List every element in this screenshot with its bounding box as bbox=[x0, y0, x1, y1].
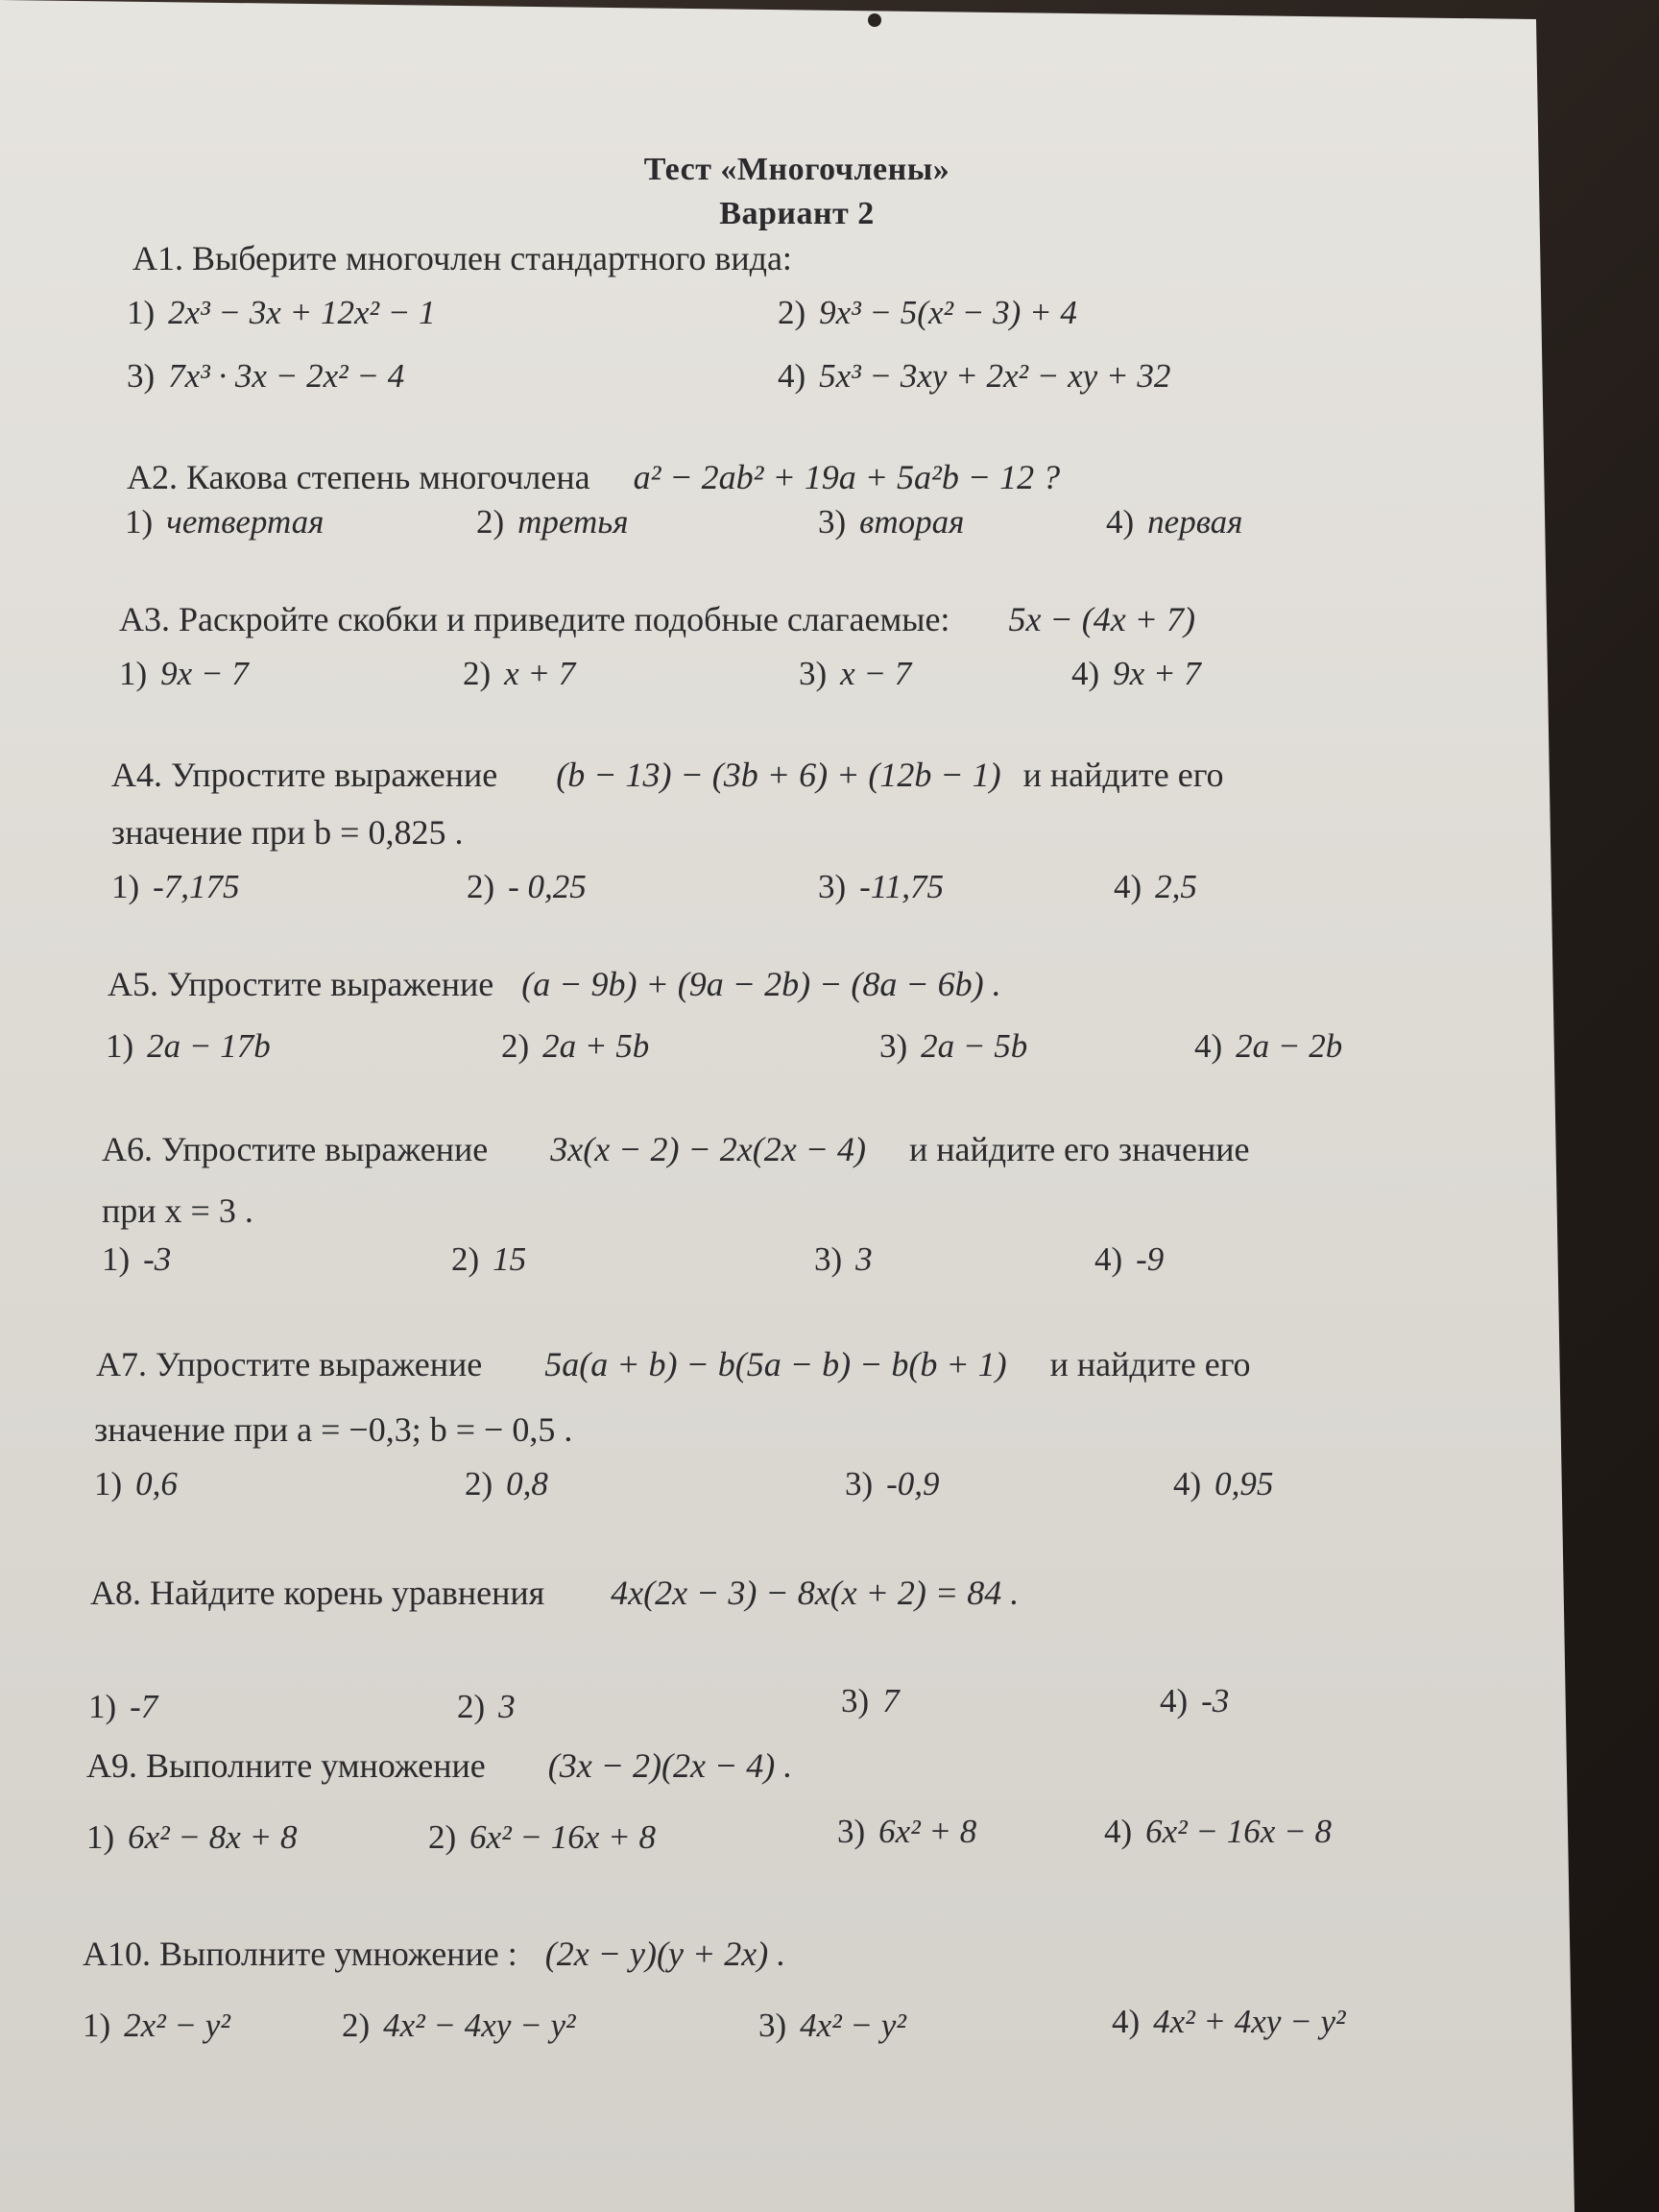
option-number: 1) bbox=[125, 503, 154, 541]
option-number: 3) bbox=[818, 868, 847, 905]
option-number: 2) bbox=[342, 2007, 371, 2044]
question-a3 bbox=[119, 599, 1195, 639]
option-number: 4) bbox=[1112, 2003, 1141, 2040]
option-a1-1 bbox=[127, 294, 436, 332]
question-expression: a² − 2ab² + 19a + 5a²b − 12 ? bbox=[633, 458, 1061, 496]
question-text: А7. Упростите выражение bbox=[96, 1345, 483, 1383]
option-number: 3) bbox=[845, 1465, 874, 1503]
option-value: 4x² − y² bbox=[800, 2007, 906, 2044]
option-value: -3 bbox=[143, 1240, 172, 1278]
option-value: третья bbox=[517, 503, 629, 541]
option-a1-3 bbox=[127, 357, 404, 396]
option-number: 2) bbox=[778, 294, 806, 331]
option-a9-2 bbox=[428, 1818, 656, 1857]
option-value: -0,9 bbox=[886, 1465, 940, 1503]
option-value: -11,75 bbox=[859, 868, 944, 905]
option-a10-1 bbox=[83, 2007, 230, 2045]
option-value: вторая bbox=[859, 503, 965, 541]
question-expression: 3x(x − 2) − 2x(2x − 4) bbox=[550, 1130, 866, 1168]
question-expression: (a − 9b) + (9a − 2b) − (8a − 6b) . bbox=[521, 965, 1001, 1003]
option-a5-4 bbox=[1194, 1027, 1342, 1066]
question-text: А3. Раскройте скобки и приведите подобные слагаемые: bbox=[119, 600, 950, 638]
question-a7 bbox=[96, 1344, 1251, 1384]
option-value: четвертая bbox=[166, 503, 325, 541]
option-number: 1) bbox=[83, 2007, 111, 2044]
option-a2-1 bbox=[125, 503, 324, 541]
option-value: 0,6 bbox=[135, 1465, 178, 1503]
option-value: x − 7 bbox=[840, 655, 912, 692]
option-value: 2a − 5b bbox=[921, 1027, 1028, 1065]
question-expression: (b − 13) − (3b + 6) + (12b − 1) bbox=[556, 756, 1001, 794]
option-value: 3 bbox=[855, 1240, 873, 1278]
option-a6-2 bbox=[451, 1240, 526, 1279]
question-a4 bbox=[111, 755, 1224, 795]
option-a2-2 bbox=[476, 503, 628, 541]
question-a5 bbox=[108, 964, 1001, 1004]
option-number: 3) bbox=[127, 357, 156, 395]
option-a7-4 bbox=[1173, 1465, 1273, 1503]
option-number: 2) bbox=[428, 1818, 457, 1856]
option-value: 5x³ − 3xy + 2x² − xy + 32 bbox=[819, 357, 1171, 395]
option-number: 1) bbox=[86, 1818, 115, 1856]
option-value: -7 bbox=[130, 1688, 158, 1725]
option-value: 6x² − 8x + 8 bbox=[128, 1818, 298, 1856]
option-value: 9x − 7 bbox=[160, 655, 249, 692]
option-number: 2) bbox=[451, 1240, 480, 1278]
option-a5-1 bbox=[106, 1027, 271, 1066]
option-value: x + 7 bbox=[504, 655, 576, 692]
option-a5-2 bbox=[501, 1027, 649, 1066]
question-a6 bbox=[102, 1129, 1250, 1169]
question-a9 bbox=[86, 1745, 792, 1786]
option-number: 3) bbox=[841, 1682, 870, 1719]
question-expression: (3x − 2)(2x − 4) . bbox=[547, 1746, 793, 1785]
option-number: 1) bbox=[106, 1027, 134, 1065]
option-value: 2a − 2b bbox=[1236, 1027, 1343, 1065]
question-a1 bbox=[132, 238, 792, 278]
option-a7-3 bbox=[845, 1465, 940, 1503]
option-a8-4 bbox=[1160, 1682, 1229, 1720]
option-value: -7,175 bbox=[153, 868, 240, 905]
question-text: А9. Выполните умножение bbox=[86, 1746, 486, 1785]
option-a3-3 bbox=[799, 655, 911, 693]
question-a2 bbox=[127, 457, 1060, 497]
question-tail: и найдите его bbox=[1049, 1345, 1251, 1383]
option-value: 6x² − 16x − 8 bbox=[1145, 1813, 1332, 1850]
option-a2-3 bbox=[818, 503, 964, 541]
option-number: 4) bbox=[1104, 1813, 1133, 1850]
question-text: А2. Какова степень многочлена bbox=[127, 458, 590, 496]
option-value: 2,5 bbox=[1155, 868, 1197, 905]
option-a5-3 bbox=[879, 1027, 1027, 1066]
question-tail: и найдите его bbox=[1022, 756, 1224, 794]
question-text: А8. Найдите корень уравнения bbox=[90, 1574, 545, 1612]
option-value: 6x² − 16x + 8 bbox=[469, 1818, 656, 1856]
option-a6-1 bbox=[102, 1240, 171, 1279]
option-value: 2a − 17b bbox=[147, 1027, 271, 1065]
option-a9-4 bbox=[1104, 1813, 1332, 1851]
option-a4-2 bbox=[467, 868, 587, 906]
option-a6-3 bbox=[814, 1240, 873, 1279]
option-value: 3 bbox=[498, 1688, 516, 1725]
question-expression: 5x − (4x + 7) bbox=[1008, 600, 1195, 638]
option-number: 1) bbox=[88, 1688, 117, 1725]
option-a2-4 bbox=[1106, 503, 1242, 541]
option-value: 6x² + 8 bbox=[878, 1813, 977, 1850]
option-number: 4) bbox=[1094, 1240, 1123, 1278]
option-a10-2 bbox=[342, 2007, 576, 2045]
option-a8-2 bbox=[457, 1688, 516, 1726]
option-a9-3 bbox=[837, 1813, 976, 1851]
option-a3-2 bbox=[463, 655, 575, 693]
option-a1-4 bbox=[778, 357, 1170, 396]
option-a4-4 bbox=[1114, 868, 1197, 906]
question-a8 bbox=[90, 1573, 1019, 1613]
option-number: 3) bbox=[799, 655, 828, 692]
option-a9-1 bbox=[86, 1818, 297, 1857]
question-a10 bbox=[83, 1934, 785, 1974]
question-text: А6. Упростите выражение bbox=[102, 1130, 489, 1168]
option-value: -3 bbox=[1201, 1682, 1230, 1719]
option-number: 4) bbox=[1071, 655, 1100, 692]
option-number: 1) bbox=[119, 655, 148, 692]
question-tail: и найдите его значение bbox=[908, 1130, 1250, 1168]
question-a7-line2: значение при a = −0,3; b = − 0,5 . bbox=[94, 1410, 573, 1449]
option-value: первая bbox=[1147, 503, 1243, 541]
option-a6-4 bbox=[1094, 1240, 1164, 1279]
option-number: 1) bbox=[94, 1465, 123, 1503]
option-value: 4x² + 4xy − y² bbox=[1153, 2003, 1346, 2040]
option-value: 2x³ − 3x + 12x² − 1 bbox=[168, 294, 436, 331]
option-number: 1) bbox=[111, 868, 140, 905]
option-value: 4x² − 4xy − y² bbox=[383, 2007, 576, 2044]
option-value: 7x³ · 3x − 2x² − 4 bbox=[168, 357, 405, 395]
option-number: 3) bbox=[758, 2007, 787, 2044]
question-expression: 5a(a + b) − b(5a − b) − b(b + 1) bbox=[544, 1345, 1007, 1383]
option-value: - 0,25 bbox=[508, 868, 587, 905]
question-expression: 4x(2x − 3) − 8x(x + 2) = 84 . bbox=[611, 1574, 1020, 1612]
test-title: Тест «Многочлены» bbox=[643, 152, 950, 187]
option-number: 2) bbox=[501, 1027, 530, 1065]
option-number: 2) bbox=[467, 868, 495, 905]
option-number: 4) bbox=[1173, 1465, 1202, 1503]
option-number: 1) bbox=[127, 294, 156, 331]
option-number: 4) bbox=[1106, 503, 1135, 541]
option-a3-4 bbox=[1071, 655, 1201, 693]
question-text: А5. Упростите выражение bbox=[108, 965, 494, 1003]
test-variant: Вариант 2 bbox=[719, 196, 875, 231]
option-number: 3) bbox=[818, 503, 847, 541]
option-number: 4) bbox=[1194, 1027, 1223, 1065]
option-value: 0,95 bbox=[1214, 1465, 1274, 1503]
question-text: А1. Выберите многочлен стандартного вида: bbox=[132, 239, 792, 277]
option-a4-1 bbox=[111, 868, 240, 906]
option-a1-2 bbox=[778, 294, 1077, 332]
option-a10-3 bbox=[758, 2007, 906, 2045]
option-number: 4) bbox=[1114, 868, 1142, 905]
option-number: 3) bbox=[837, 1813, 866, 1850]
option-value: 2a + 5b bbox=[542, 1027, 650, 1065]
question-text: А4. Упростите выражение bbox=[111, 756, 498, 794]
option-value: 7 bbox=[882, 1682, 900, 1719]
option-a4-3 bbox=[818, 868, 944, 906]
option-number: 3) bbox=[879, 1027, 908, 1065]
option-number: 2) bbox=[463, 655, 492, 692]
question-text: А10. Выполните умножение : bbox=[83, 1935, 517, 1973]
option-a3-1 bbox=[119, 655, 249, 693]
option-a7-2 bbox=[465, 1465, 548, 1503]
option-number: 2) bbox=[457, 1688, 486, 1725]
option-a10-4 bbox=[1112, 2003, 1346, 2041]
question-expression: (2x − y)(y + 2x) . bbox=[544, 1935, 786, 1973]
option-value: -9 bbox=[1136, 1240, 1165, 1278]
option-a8-1 bbox=[88, 1688, 157, 1726]
option-value: 2x² − y² bbox=[124, 2007, 230, 2044]
option-number: 3) bbox=[814, 1240, 843, 1278]
option-value: 15 bbox=[493, 1240, 527, 1278]
option-a7-1 bbox=[94, 1465, 178, 1503]
option-number: 2) bbox=[465, 1465, 493, 1503]
question-a4-line2: значение при b = 0,825 . bbox=[111, 813, 464, 852]
option-number: 4) bbox=[1160, 1682, 1189, 1719]
option-value: 0,8 bbox=[506, 1465, 548, 1503]
option-value: 9x + 7 bbox=[1113, 655, 1201, 692]
option-number: 2) bbox=[476, 503, 505, 541]
option-number: 4) bbox=[778, 357, 806, 395]
option-number: 1) bbox=[102, 1240, 131, 1278]
question-a6-line2: при x = 3 . bbox=[102, 1191, 253, 1230]
option-value: 9x³ − 5(x² − 3) + 4 bbox=[819, 294, 1077, 331]
option-a8-3 bbox=[841, 1682, 900, 1720]
